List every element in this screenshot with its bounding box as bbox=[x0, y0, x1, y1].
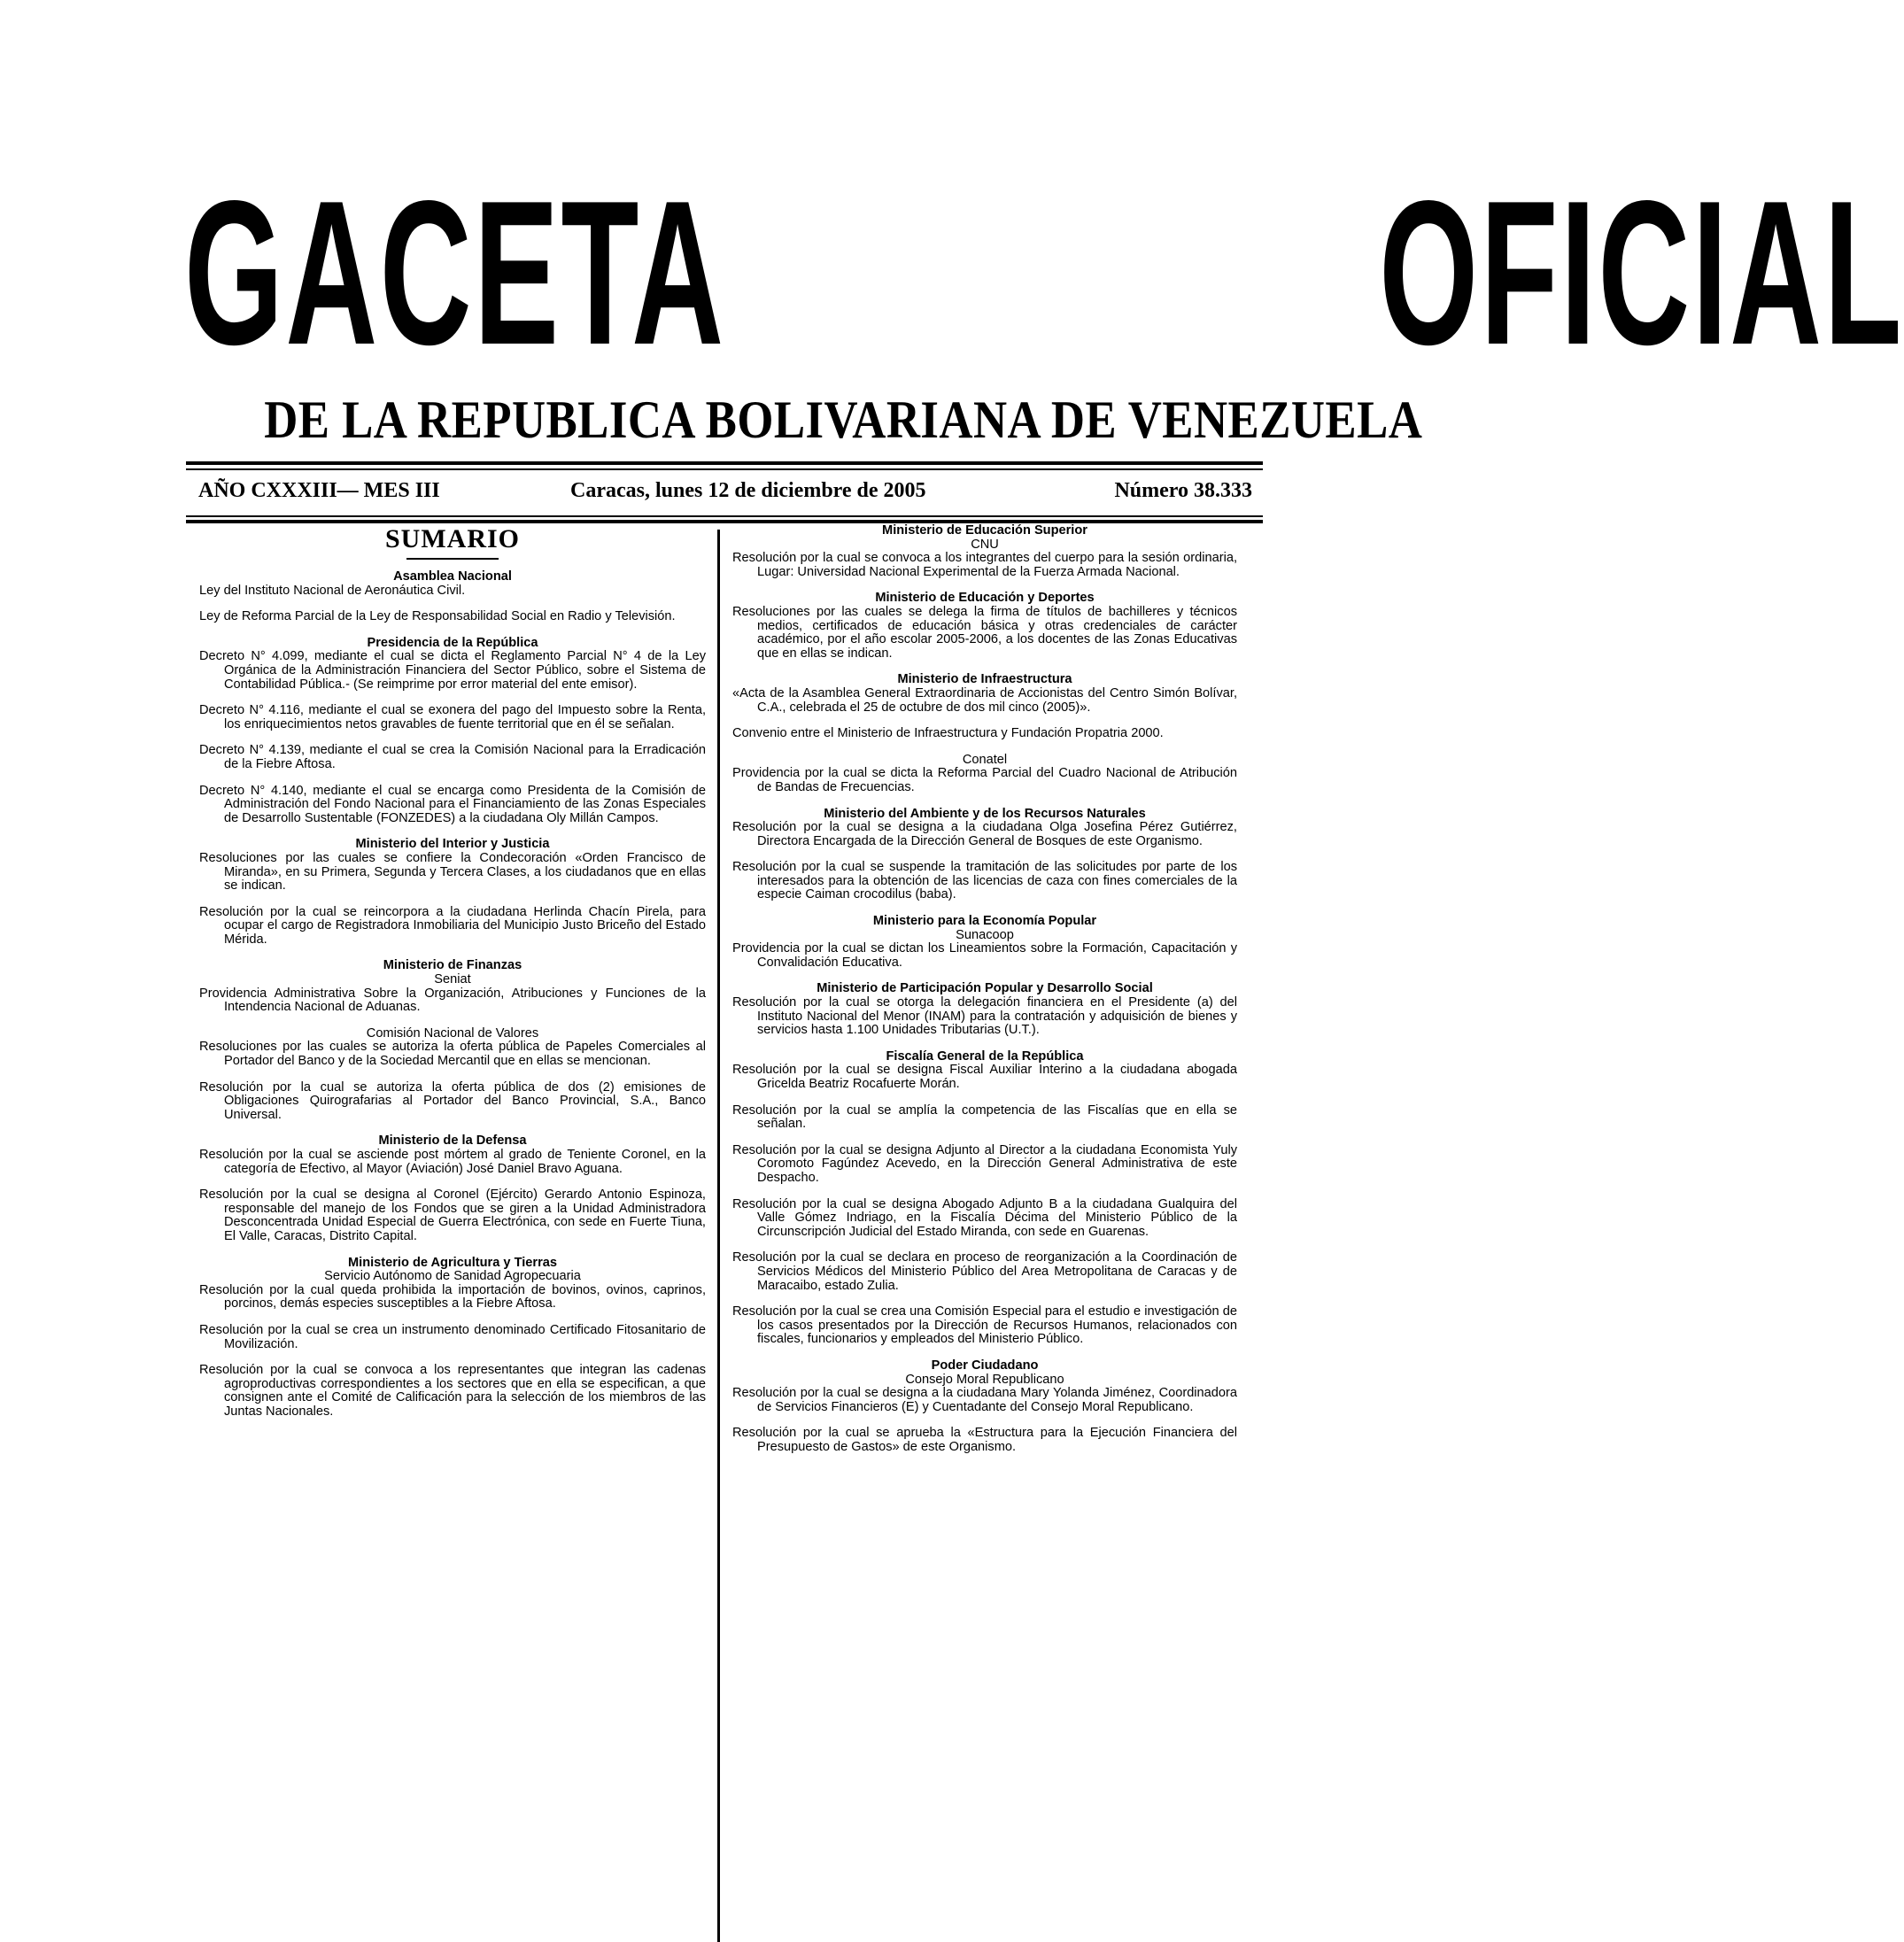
divider-rule bbox=[186, 515, 1263, 517]
section-heading: Presidencia de la República bbox=[367, 635, 538, 650]
sumario-entry: Resoluciones por las cuales se autoriza la oferta pública de Papeles Comerciales al Portador del Banco y de la Sociedad Mercantil que en ellas se mencionan. bbox=[199, 1040, 706, 1069]
sumario-entry: Decreto N° 4.099, mediante el cual se dicta el Reglamento Parcial N° 4 de la Ley Orgánica de la Administración Financiera del Sector Público, sobre el Sistema de Contabilidad Pública.- (Se reimprime por error material del ente emisor). bbox=[199, 649, 706, 692]
section-subheading: Seniat bbox=[434, 972, 471, 987]
sumario-entry: Decreto N° 4.139, mediante el cual se crea la Comisión Nacional para la Erradicación de la Fiebre Aftosa. bbox=[199, 743, 706, 771]
sumario-section bbox=[199, 838, 706, 947]
section-heading: Asamblea Nacional bbox=[393, 569, 512, 584]
issue-year: AÑO CXXXIII— MES III bbox=[198, 479, 440, 502]
sumario-entry: Resolución por la cual se otorga la delegación financiera en el Presidente (a) del Instituto Nacional del Menor (INAM) para la contratación y adquisición de bienes y servicios hasta 1.100 Unidades Tributarias (U.T.). bbox=[732, 995, 1237, 1038]
sumario-entry: Resolución por la cual se designa Adjunto al Director a la ciudadana Economista Yuly Coromoto Fagúndez Acevedo, en la Dirección General Administrativa de este Despacho. bbox=[732, 1142, 1237, 1185]
sumario-entry: Resolución por la cual se designa al Coronel (Ejército) Gerardo Antonio Espinoza, responsable del manejo de los Fondos que se giren a la Unidad Administradora Desconcentrada Unidad Especial de Guerra Electrónica, con sede en Fuerte Tiuna, El Valle, Caracas, Distrito Capital. bbox=[199, 1188, 706, 1243]
issue-date: Caracas, lunes 12 de diciembre de 2005 bbox=[570, 479, 926, 502]
sumario-entry: Resolución por la cual se designa Abogado Adjunto B a la ciudadana Gualquira del Valle Gómez Indriago, en la Fiscalía Décima del Ministerio Público de la Circunscripción Judicial del Estado Miranda, con sede en Guarenas. bbox=[732, 1196, 1237, 1239]
section-subheading: Sunacoop bbox=[956, 927, 1014, 942]
sumario-section bbox=[732, 808, 1237, 903]
sumario-section bbox=[199, 1027, 706, 1123]
sumario-left-column bbox=[199, 524, 706, 1432]
sumario-entry: Resoluciones por las cuales se delega la firma de títulos de bachilleres y técnicos medios, certificados de educación básica y otras credenciales de carácter académico, por el año escolar 2005-2006, a los docentes de las Zonas Educativas que en ellas se indican. bbox=[732, 604, 1237, 661]
title-word-oficial: OFICIAL bbox=[1379, 158, 1904, 388]
sumario-entry: Convenio entre el Ministerio de Infraestructura y Fundación Propatria 2000. bbox=[732, 726, 1164, 741]
section-heading: Ministerio de Finanzas bbox=[383, 958, 522, 973]
section-heading: Ministerio del Ambiente y de los Recursos Naturales bbox=[824, 806, 1146, 821]
section-subheading: Comisión Nacional de Valores bbox=[366, 1025, 539, 1041]
section-heading: Poder Ciudadano bbox=[931, 1358, 1039, 1373]
sumario-underline bbox=[406, 558, 499, 560]
divider-rule bbox=[186, 468, 1263, 470]
section-heading: Ministerio para la Economía Popular bbox=[872, 914, 1097, 929]
sumario-section bbox=[732, 592, 1237, 661]
sumario-entry: Resolución por la cual se reincorpora a la ciudadana Herlinda Chacín Pirela, para ocupar el cargo de Registradora Inmobiliaria del Municipio Justo Briceño del Estado Mérida. bbox=[199, 904, 706, 947]
gazette-subtitle: DE LA REPUBLICA BOLIVARIANA DE VENEZUELA bbox=[264, 391, 1423, 449]
sumario-entry: Resolución por la cual se suspende la tramitación de las solicitudes por parte de los interesados para la obtención de las licencias de caza con fines comerciales de la especie Caiman crocodilus (baba). bbox=[732, 860, 1237, 902]
gazette-title bbox=[184, 158, 1904, 388]
section-heading: Ministerio de Infraestructura bbox=[897, 672, 1072, 687]
sumario-section bbox=[199, 1257, 706, 1420]
sumario-entry: Resoluciones por las cuales se confiere la Condecoración «Orden Francisco de Miranda», en su Primera, Segunda y Tercera Clases, a los ciudadanos que en ellas se indican. bbox=[199, 850, 706, 894]
sumario-entry: Resolución por la cual se autoriza la oferta pública de dos (2) emisiones de Obligaciones Quirografarias al Portador del Banco Provincial, S.A., Banco Universal. bbox=[199, 1079, 706, 1122]
section-heading: Ministerio de la Defensa bbox=[378, 1133, 527, 1149]
sumario-entry: Resolución por la cual se convoca a los representantes que integran las cadenas agroproductivas correspondientes a los sectores que en ella se especifican, a que consignen ante el Comité de Calificación para la selección de los miembros de las Juntas Nacionales. bbox=[199, 1363, 706, 1419]
sumario-entry: Decreto N° 4.116, mediante el cual se exonera del pago del Impuesto sobre la Renta, los enriquecimientos netos gravables de fuente territorial que en él se señalan. bbox=[199, 703, 706, 731]
sumario-entry: «Acta de la Asamblea General Extraordinaria de Accionistas del Centro Simón Bolívar, C.A., celebrada el 25 de octubre de dos mil cinco (2005)». bbox=[732, 685, 1237, 715]
section-subheading: Conatel bbox=[962, 752, 1008, 767]
title-word-gaceta: GACETA bbox=[184, 158, 726, 388]
sumario-entry: Decreto N° 4.140, mediante el cual se encarga como Presidenta de la Comisión de Administración del Fondo Nacional para el Financiamiento de las Zonas Especiales de Desarrollo Sustentable (FONZEDES) a la ciudadana Oly Millán Campos. bbox=[199, 783, 706, 825]
issue-info-line bbox=[198, 479, 1252, 511]
section-subheading: CNU bbox=[971, 537, 999, 552]
sumario-section bbox=[732, 915, 1237, 970]
section-heading: Ministerio del Interior y Justicia bbox=[355, 837, 550, 852]
sumario-entry: Resolución por la cual se crea una Comisión Especial para el estudio e investigación de los casos presentados por la Dirección de Recursos Humanos, relacionados con fiscales, funcionarios y empleados del Ministerio Público. bbox=[732, 1304, 1237, 1347]
section-heading: Ministerio de Educación Superior bbox=[882, 523, 1087, 538]
section-heading: Ministerio de Educación y Deportes bbox=[875, 591, 1095, 606]
sumario-entry: Ley de Reforma Parcial de la Ley de Responsabilidad Social en Radio y Televisión. bbox=[199, 609, 676, 624]
sumario-section bbox=[199, 959, 706, 1014]
divider-rule bbox=[186, 520, 1263, 523]
sumario-section bbox=[199, 637, 706, 826]
sumario-section bbox=[732, 673, 1237, 740]
sumario-section bbox=[199, 1134, 706, 1243]
sumario-entry: Resolución por la cual se amplía la competencia de las Fiscalías que en ella se señalan. bbox=[732, 1103, 1237, 1132]
sumario-entry: Resolución por la cual se aprueba la «Estructura para la Ejecución Financiera del Presupuesto de Gastos» de este Organismo. bbox=[732, 1426, 1237, 1454]
sumario-entry: Providencia por la cual se dictan los Lineamientos sobre la Formación, Capacitación y Convalidación Educativa. bbox=[732, 941, 1237, 970]
section-heading: Ministerio de Agricultura y Tierras bbox=[347, 1255, 557, 1270]
sumario-section bbox=[732, 1050, 1237, 1347]
sumario-section bbox=[732, 754, 1237, 795]
column-divider bbox=[717, 530, 720, 1942]
sumario-title: SUMARIO bbox=[384, 524, 520, 553]
sumario-entry: Resolución por la cual se designa a la ciudadana Mary Yolanda Jiménez, Coordinadora de Servicios Financieros (E) y Cuentadante del Consejo Moral Republicano. bbox=[732, 1386, 1237, 1414]
sumario-entry: Ley del Instituto Nacional de Aeronáutica Civil. bbox=[199, 583, 466, 598]
sumario-right-column bbox=[732, 524, 1237, 1466]
divider-rule bbox=[186, 461, 1263, 465]
sumario-entry: Providencia Administrativa Sobre la Organización, Atribuciones y Funciones de la Intendencia Nacional de Aduanas. bbox=[199, 986, 706, 1015]
section-heading: Ministerio de Participación Popular y Desarrollo Social bbox=[817, 981, 1153, 996]
sumario-entry: Resolución por la cual se designa a la ciudadana Olga Josefina Pérez Gutiérrez, Directora Encargada de la Dirección General de Bosques de este Organismo. bbox=[732, 820, 1237, 848]
sumario-section bbox=[732, 982, 1237, 1037]
section-subheading: Servicio Autónomo de Sanidad Agropecuaria bbox=[324, 1269, 581, 1284]
sumario-section bbox=[732, 1359, 1237, 1455]
section-subheading: Consejo Moral Republicano bbox=[905, 1372, 1064, 1387]
issue-number: Número 38.333 bbox=[1114, 479, 1252, 502]
sumario-entry: Providencia por la cual se dicta la Reforma Parcial del Cuadro Nacional de Atribución de Bandas de Frecuencias. bbox=[732, 766, 1237, 794]
sumario-section bbox=[199, 570, 706, 624]
sumario-entry: Resolución por la cual se convoca a los integrantes del cuerpo para la sesión ordinaria, Lugar: Universidad Nacional Experimental de la Fuerza Armada Nacional. bbox=[732, 551, 1237, 579]
sumario-entry: Resolución por la cual se designa Fiscal Auxiliar Interino a la ciudadana abogada Gricelda Beatriz Rocafuerte Morán. bbox=[732, 1063, 1237, 1091]
sumario-entry: Resolución por la cual se declara en proceso de reorganización a la Coordinación de Servicios Médicos del Ministerio Público del Area Metropolitana de Caracas y de Maracaibo, estado Zulia. bbox=[732, 1250, 1237, 1293]
sumario-entry: Resolución por la cual se crea un instrumento denominado Certificado Fitosanitario de Movilización. bbox=[199, 1322, 706, 1351]
sumario-entry: Resolución por la cual queda prohibida la importación de bovinos, ovinos, caprinos, porcinos, demás especies susceptibles a la Fiebre Aftosa. bbox=[199, 1282, 706, 1311]
sumario-section bbox=[732, 524, 1237, 579]
sumario-entry: Resolución por la cual se asciende post mórtem al grado de Teniente Coronel, en la categoría de Efectivo, al Mayor (Aviación) José Daniel Bravo Aguana. bbox=[199, 1148, 706, 1176]
section-heading: Fiscalía General de la República bbox=[886, 1048, 1084, 1064]
